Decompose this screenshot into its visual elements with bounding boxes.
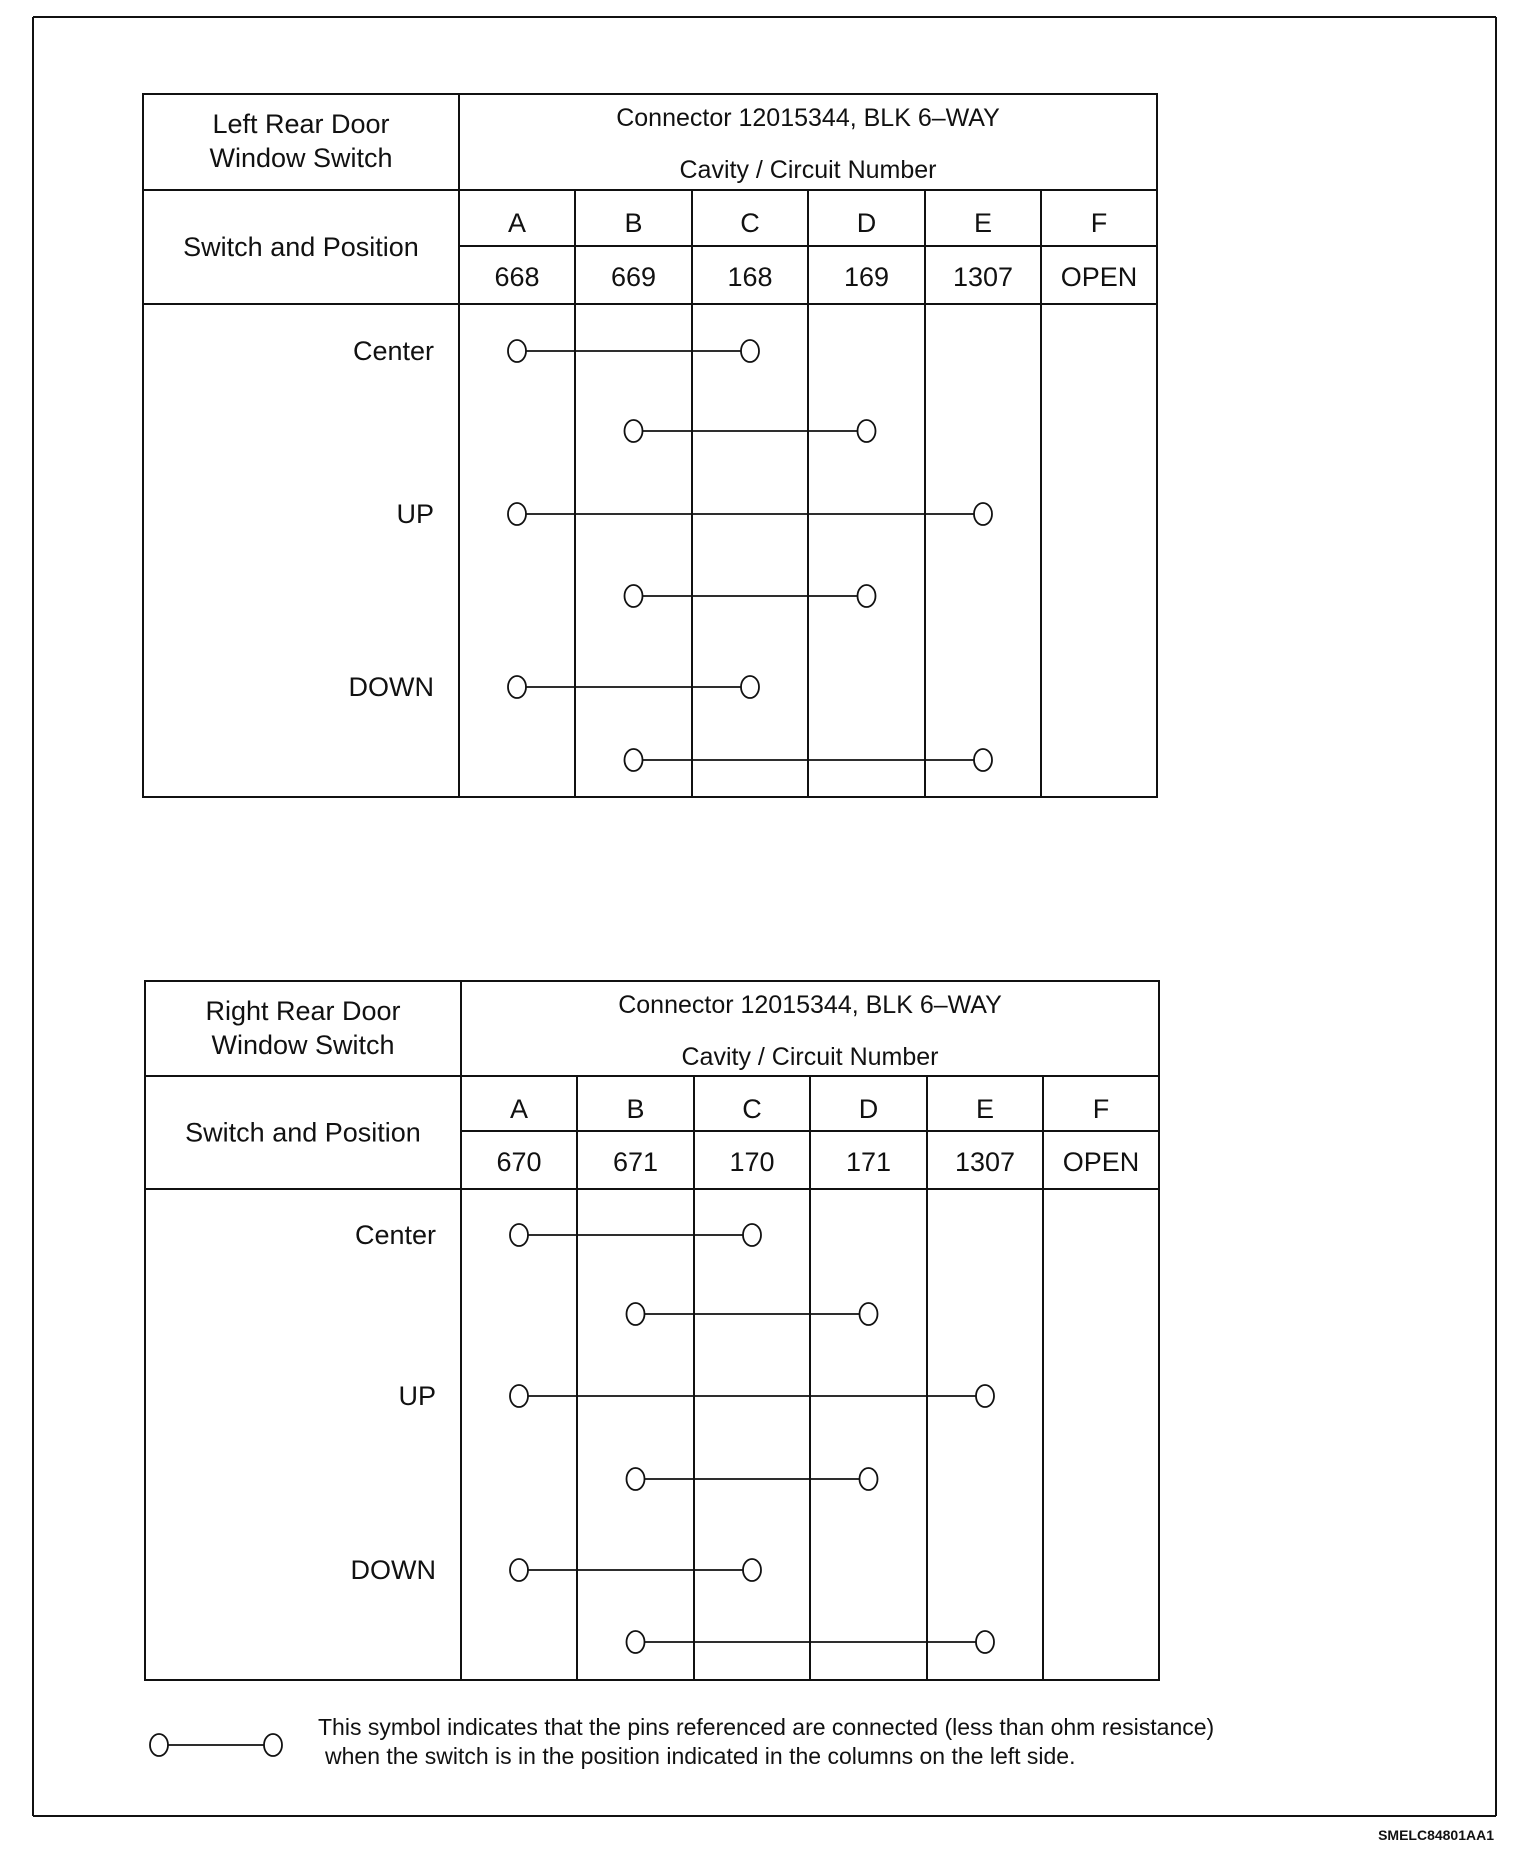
pin-circle [627,1303,645,1325]
pin-circle [860,1303,878,1325]
cavity-d: D [856,208,877,238]
pin-circle [743,1559,761,1581]
pin-circle [976,1631,994,1653]
pin-circle [627,1468,645,1490]
switch-title-line1: Right Rear Door [205,996,401,1026]
pin-circle [508,503,526,525]
circuit-a: 670 [496,1147,542,1177]
cavity-b: B [624,208,643,238]
circuit-e: 1307 [952,262,1014,292]
switch-and-position-header: Switch and Position [185,1117,421,1148]
pin-circle [741,340,759,362]
pin-circle [858,585,876,607]
pin-circle [976,1385,994,1407]
position-label-down: DOWN [350,1555,436,1585]
right-rear-door-table [145,981,1159,1680]
circuit-f: OPEN [1062,1147,1140,1177]
table-grid [145,981,1159,1680]
pin-circle [510,1559,528,1581]
cavity-circuit-header: Cavity / Circuit Number [681,1043,939,1071]
circuit-d: 171 [845,1147,892,1177]
switch-title-line2: Window Switch [209,143,393,173]
pin-circle [625,749,643,771]
connection-a-c [508,340,759,362]
pin-circle [510,1224,528,1246]
position-label-up: UP [396,499,434,529]
pin-circle [974,749,992,771]
circuit-a: 668 [494,262,540,292]
cavity-f: F [1090,208,1108,238]
circuit-b: 669 [610,262,657,292]
cavity-a: A [509,1094,529,1124]
cavity-e: E [975,1094,995,1124]
pin-circle [508,676,526,698]
connection-a-e [508,503,992,525]
connector-label: Connector 12015344, BLK 6–WAY [616,104,1000,132]
pin-circle [625,585,643,607]
legend-text-line2: when the switch is in the position indicated in the columns on the left side. [325,1743,1076,1769]
connection-b-d [627,1303,878,1325]
connection-b-d [627,1468,878,1490]
pin-circle [627,1631,645,1653]
connector-label: Connector 12015344, BLK 6–WAY [618,991,1002,1019]
left-rear-door-table [143,94,1157,797]
pin-circle [741,676,759,698]
pin-circle [858,420,876,442]
connection-a-e [510,1385,994,1407]
cavity-d: D [858,1094,879,1124]
cavity-f: F [1092,1094,1110,1124]
legend [150,1714,1214,1769]
connection-symbol [150,1734,282,1756]
circuit-e: 1307 [954,1147,1016,1177]
position-label-center: Center [352,336,434,366]
figure-code: SMELC84801AA1 [1378,1827,1494,1843]
pin-circle [743,1224,761,1246]
cavity-c: C [740,208,760,238]
pin-circle [508,340,526,362]
circuit-c: 168 [727,262,773,292]
cavity-b: B [626,1094,645,1124]
position-label-down: DOWN [348,672,434,702]
pin-circle [625,420,643,442]
pin-circle [510,1385,528,1407]
switch-and-position-header: Switch and Position [183,232,419,262]
circuit-f: OPEN [1060,262,1138,292]
switch-title-line2: Window Switch [211,1030,395,1060]
table-grid [143,94,1157,797]
cavity-c: C [742,1094,762,1124]
connection-a-c [510,1224,761,1246]
cavity-circuit-header: Cavity / Circuit Number [679,156,937,184]
circuit-b: 671 [612,1147,659,1177]
cavity-e: E [973,208,993,238]
pin-circle [860,1468,878,1490]
position-label-center: Center [354,1220,436,1250]
connection-a-c [508,676,759,698]
switch-title-line1: Left Rear Door [212,109,390,139]
circuit-d: 169 [843,262,890,292]
legend-text-line1: This symbol indicates that the pins referenced are connected (less than ohm resistance) [318,1714,1215,1740]
circuit-c: 170 [729,1147,775,1177]
pin-circle [974,503,992,525]
connection-a-c [510,1559,761,1581]
position-label-up: UP [398,1381,436,1411]
connection-b-d [625,420,876,442]
connection-b-d [625,585,876,607]
cavity-a: A [507,208,527,238]
